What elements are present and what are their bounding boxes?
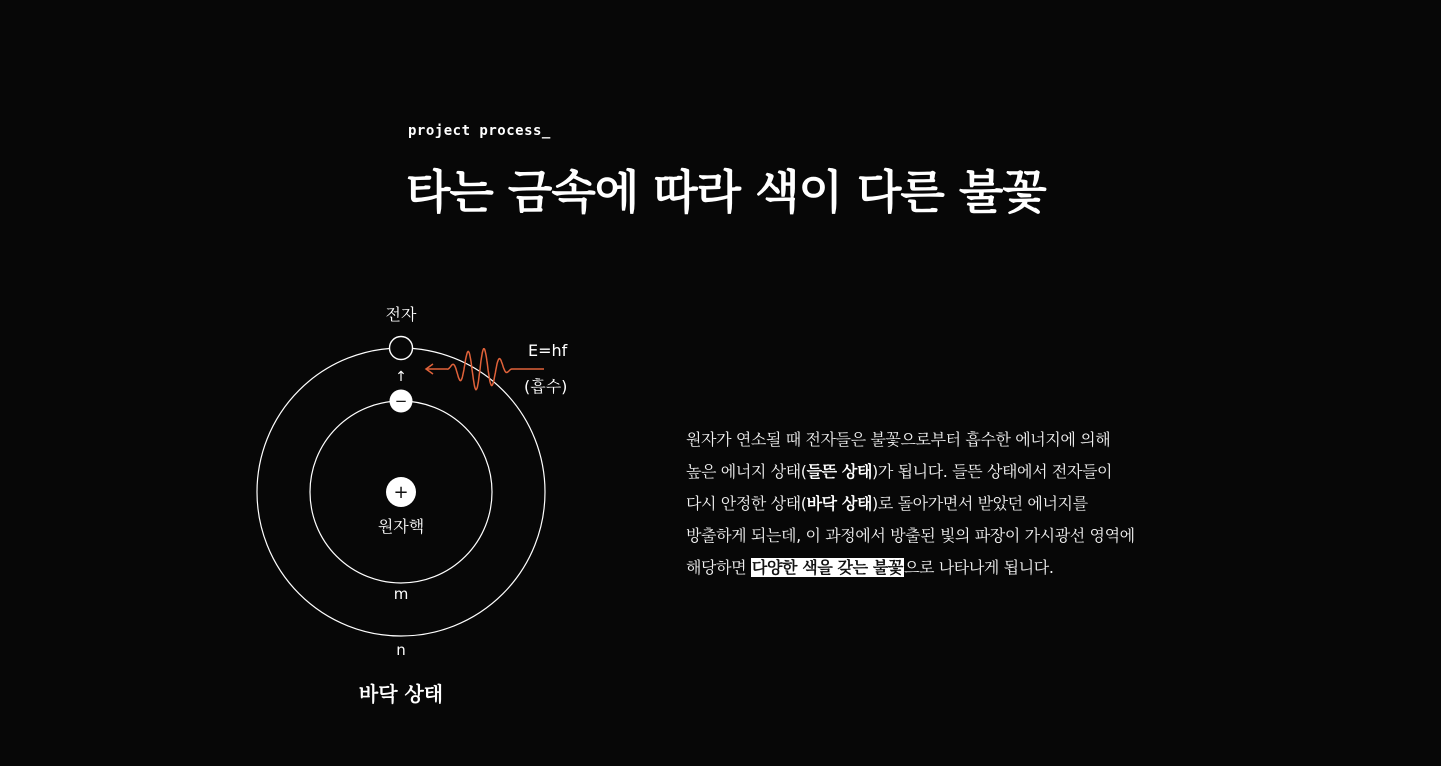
electron-minus-symbol: − <box>394 392 408 410</box>
nucleus-label: 원자핵 <box>377 517 425 536</box>
excited-electron <box>390 337 413 360</box>
ground-state-term: 바닥 상태 <box>806 494 873 513</box>
description-line: 다시 안정한 상태(바닥 상태)로 돌아가면서 받았던 에너지를 <box>686 494 1088 513</box>
energy-label: E=hf <box>528 341 568 360</box>
outer-orbit-label: n <box>396 641 406 659</box>
description <box>686 424 1166 584</box>
highlighted-phrase: 다양한 색을 갖는 불꽃 <box>751 558 903 577</box>
excited-state-term: 들뜬 상태 <box>806 462 873 481</box>
electron-label: 전자 <box>385 305 417 324</box>
up-arrow-icon: ↑ <box>395 369 407 385</box>
state-label: 바닥 상태 <box>358 682 444 706</box>
description-line: 해당하면 다양한 색을 갖는 불꽃으로 나타나게 됩니다. <box>686 558 1054 577</box>
page-title: 타는 금속에 따라 색이 다른 불꽃 <box>406 165 1046 219</box>
section-kicker: project process_ <box>408 123 551 139</box>
nucleus-plus-symbol: + <box>393 482 409 503</box>
inner-orbit-label: m <box>393 585 409 603</box>
absorb-label: (흡수) <box>524 377 568 396</box>
description-line: 방출하게 되는데, 이 과정에서 방출된 빛의 파장이 가시광선 영역에 <box>686 526 1135 545</box>
description-line: 원자가 연소될 때 전자들은 불꽃으로부터 흡수한 에너지에 의해 <box>686 430 1111 449</box>
description-line: 높은 에너지 상태(들뜬 상태)가 됩니다. 들뜬 상태에서 전자들이 <box>686 462 1113 481</box>
